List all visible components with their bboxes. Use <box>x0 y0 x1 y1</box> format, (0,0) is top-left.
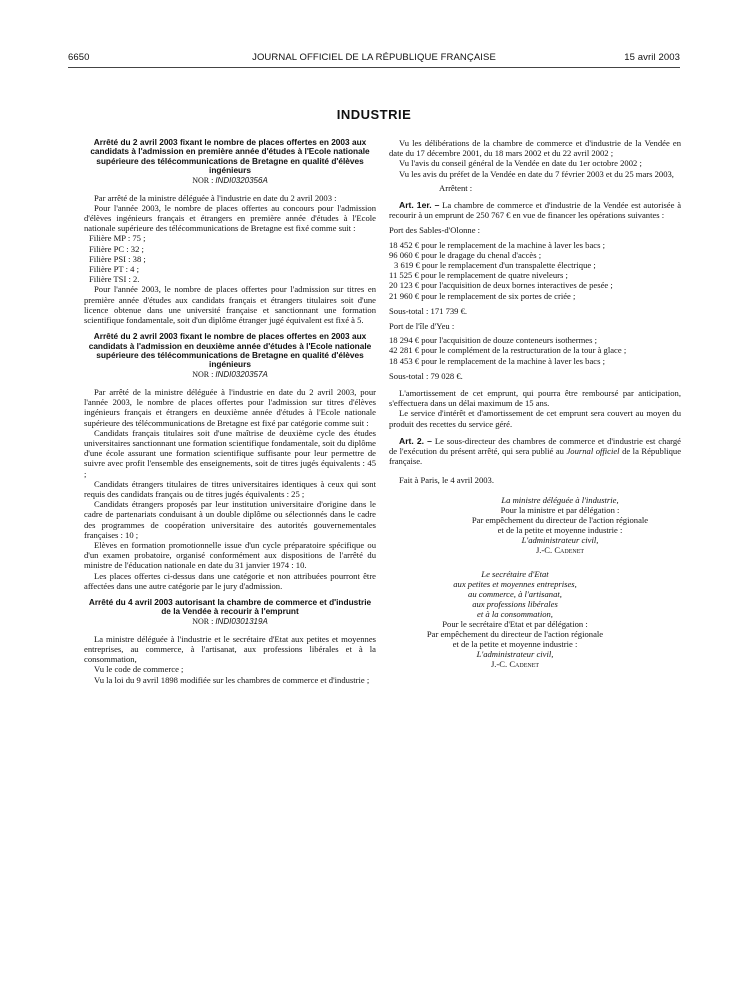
nor-code: INDI0301319A <box>215 616 268 626</box>
signatory-title: Le secrétaire d'Etat <box>481 568 549 579</box>
amortization-para: L'amortissement de cet emprunt, qui pourra être remboursé par anticipation, s'effectuera dans un délai maximum de 15 ans. <box>389 388 681 409</box>
signatory-surname: Cadenet <box>509 658 540 669</box>
filiere-item: Filière TSI : 2. <box>89 274 140 285</box>
signatory-initials: J.-C. <box>535 544 555 555</box>
cost-item: 96 060 € pour le dragage du chenal d'accès ; <box>389 249 542 260</box>
signature-block-1 <box>389 495 681 555</box>
nor-code: INDI0320357A <box>215 369 268 379</box>
decree-1-para: Pour l'année 2003, le nombre de places offertes pour l'admission sur titres en première année d'études aux candidats français et étrangers titulaires soit d'une licence obtenue dans une université française et sanctionnant une formation scientifique fondamentale, soit d'un diplôme étranger jugé équivalent est fixé à 5. <box>84 284 376 326</box>
signature-date: Fait à Paris, le 4 avril 2003. <box>399 475 494 486</box>
decree-3-para: Vu la loi du 9 avril 1898 modifiée sur les chambres de commerce et d'industrie ; <box>94 674 370 685</box>
signatory-name <box>389 659 641 669</box>
visa-para: Vu les avis du préfet de la Vendée en date du 7 février 2003 et du 25 mars 2003, <box>399 168 674 179</box>
right-column <box>389 138 681 669</box>
nor-label: NOR : <box>192 616 216 626</box>
port-2-subtotal: Sous-total : 79 028 €. <box>389 370 463 381</box>
decree-2-para: Candidats étrangers titulaires de titres universitaires identiques à ceux qui sont requis des candidats français ou de titres jugés équivalents : 25 ; <box>84 478 376 499</box>
decree-3 <box>84 598 376 685</box>
signatory-line: Par empêchement du directeur de l'action régionale <box>471 514 649 525</box>
cost-item: 11 525 € pour le remplacement de quatre niveleurs ; <box>389 270 568 281</box>
cost-item: 21 960 € pour le remplacement de six portes de criée ; <box>389 290 576 301</box>
decree-3-para: Vu le code de commerce ; <box>94 664 184 675</box>
visa-para: Vu l'avis du conseil général de la Vendée en date du 1er octobre 2002 ; <box>399 158 642 169</box>
article-1-number: Art. 1er. – <box>399 200 440 211</box>
decree-2-para: Les places offertes ci-dessus dans une catégorie et non attribuées pourront être affectées dans une autre catégorie par le jury d'admission. <box>84 570 376 591</box>
decree-2-para: Elèves en formation promotionnelle issue d'un cycle préparatoire spécifique ou d'un examen probatoire, organisé conformément aux dispositions de l'arrêté du ministre de l'éducation nationale en date du 31 janvier 1974 : 10. <box>84 539 376 571</box>
decree-2 <box>84 332 376 591</box>
signatory-line: et de la petite et moyenne industrie : <box>452 638 578 649</box>
filiere-item: Filière PSI : 38 ; <box>89 253 146 264</box>
cost-item: 18 453 € pour le remplacement de la machine à laver les bacs ; <box>389 355 605 366</box>
decree-3-title: Arrêté du 4 avril 2003 autorisant la chambre de commerce et d'industrie de la Vendée à recourir à l'emprunt <box>88 596 372 617</box>
signatory-line: Par empêchement du directeur de l'action régionale <box>426 628 604 639</box>
signatory-role: L'administrateur civil, <box>521 534 599 545</box>
decree-1-para: Par arrêté de la ministre déléguée à l'industrie en date du 2 avril 2003 : <box>94 192 337 203</box>
article-2 <box>389 436 681 467</box>
decree-1-nor <box>84 176 376 186</box>
issue-date: 15 avril 2003 <box>624 52 680 63</box>
filiere-item: Filière PT : 4 ; <box>89 264 139 275</box>
article-2-text-end: de la République française. <box>389 446 682 467</box>
decree-2-nor <box>84 370 376 380</box>
nor-label: NOR : <box>192 369 216 379</box>
left-column <box>84 138 376 685</box>
nor-code: INDI0320356A <box>215 175 268 185</box>
signatory-line: Pour la ministre et par délégation : <box>500 504 620 515</box>
header-rule <box>68 67 680 68</box>
cost-item: 18 294 € pour l'acquisition de douze conteneurs isothermes ; <box>389 335 597 346</box>
decree-2-para: Par arrêté de la ministre déléguée à l'industrie en date du 2 avril 2003, pour l'année 2003, le nombre de places offertes pour l'admission sur titres d'élèves ingénieurs français et étrangers en deuxième année d'études à l'Ecole nationale supérieure des télécommunications de Bretagne est fixé par catégorie comme suit : <box>84 386 376 428</box>
decree-2-title: Arrêté du 2 avril 2003 fixant le nombre de places offertes en 2003 aux candidats à l'admission en deuxième année d'études à l'Ecole nationale supérieure des télécommunications de Bretagne en qualité d'élèves ingénieurs <box>88 331 372 370</box>
signatory-title: aux professions libérales <box>472 598 558 609</box>
section-title: INDUSTRIE <box>336 107 412 122</box>
decree-1-para: Pour l'année 2003, le nombre de places offertes au concours pour l'admission d'élèves ingénieurs français et étrangers en première année d'études à l'Ecole nationale supérieure des télécommunications de Bretagne est fixé comme suit : <box>84 202 376 234</box>
signatory-line: Pour le secrétaire d'Etat et par délégation : <box>442 618 588 629</box>
signatory-title: au commerce, à l'artisanat, <box>468 588 562 599</box>
signatory-line: et de la petite et moyenne industrie : <box>497 524 623 535</box>
cost-item: 20 123 € pour l'acquisition de deux bornes interactives de pesée ; <box>389 280 613 291</box>
nor-label: NOR : <box>192 175 216 185</box>
signatory-title: aux petites et moyennes entreprises, <box>453 578 577 589</box>
decree-2-para: Candidats français titulaires soit d'une maîtrise de deuxième cycle des études universitaires sanctionnant une formation scientifique fondamentale, soit du diplôme d'une école assurant une formation scientifique suffisante pour leur permettre de suivre avec profit l'ensemble des enseignements, soit de titres jugés équivalents : 45 ; <box>84 427 376 479</box>
signatory-title: La ministre déléguée à l'industrie, <box>501 494 619 505</box>
port-2-label: Port de l'île d'Yeu : <box>389 321 455 332</box>
signatory-title: et à la consommation, <box>477 608 553 619</box>
port-1-costs <box>389 225 681 381</box>
journal-title: JOURNAL OFFICIEL DE LA RÉPUBLIQUE FRANÇAISE <box>252 52 496 63</box>
article-1 <box>389 200 681 220</box>
article-1-text: La chambre de commerce et d'industrie de la Vendée est autorisée à recourir à un emprunt de 250 767 € en vue de financer les opérations suivantes : <box>389 200 682 221</box>
signatory-initials: J.-C. <box>490 658 510 669</box>
filiere-item: Filière MP : 75 ; <box>89 233 146 244</box>
decree-1 <box>84 138 376 325</box>
article-2-journal: Journal officiel <box>566 446 620 457</box>
signatory-name <box>439 545 681 555</box>
cost-item: 42 281 € pour le complément de la restructuration de la tour à glace ; <box>389 345 627 356</box>
decree-1-title: Arrêté du 2 avril 2003 fixant le nombre de places offertes en 2003 aux candidats à l'admission en première année d'études à l'Ecole nationale supérieure des télécommunications de Bretagne en qualité d'élèves ingénieurs <box>90 137 370 176</box>
cost-item: 18 452 € pour le remplacement de la machine à laver les bacs ; <box>389 239 605 250</box>
service-para: Le service d'intérêt et d'amortissement de cet emprunt sera couvert au moyen du produit des recettes du service géré. <box>389 408 681 429</box>
decree-3-nor <box>84 617 376 627</box>
decree-2-para: Candidats étrangers proposés par leur institution universitaire d'origine dans le cadre de partenariats conduisant à un double diplôme ou sélectionnés dans le cadre des programmes de coopération universitaire des autorités gouvernementales françaises : 10 ; <box>84 499 376 540</box>
port-1-label: Port des Sables-d'Olonne : <box>389 225 481 236</box>
signature-block-2 <box>389 569 681 669</box>
filiere-list <box>84 233 376 284</box>
page-number: 6650 <box>68 52 90 63</box>
signatory-role: L'administrateur civil, <box>476 648 554 659</box>
decree-3-para: La ministre déléguée à l'industrie et le secrétaire d'Etat aux petites et moyennes entreprises, au commerce, à l'artisanat, aux professions libérales et à la consommation, <box>84 633 376 665</box>
visa-para: Vu les délibérations de la chambre de commerce et d'industrie de la Vendée en date du 17 décembre 2001, du 18 mars 2002 et du 22 avril 2002 ; <box>389 138 681 159</box>
signatory-surname: Cadenet <box>554 544 585 555</box>
article-2-number: Art. 2. – <box>399 435 432 446</box>
cost-item: 3 619 € pour le remplacement d'un transpalette électrique ; <box>394 260 596 271</box>
article-2-text: Le sous-directeur des chambres de commerce et d'industrie est chargé de l'exécution du présent arrêté, qui sera publié au <box>389 435 681 457</box>
filiere-item: Filière PC : 32 ; <box>89 243 144 254</box>
port-1-subtotal: Sous-total : 171 739 €. <box>389 305 468 316</box>
arretent: Arrêtent : <box>439 182 473 193</box>
